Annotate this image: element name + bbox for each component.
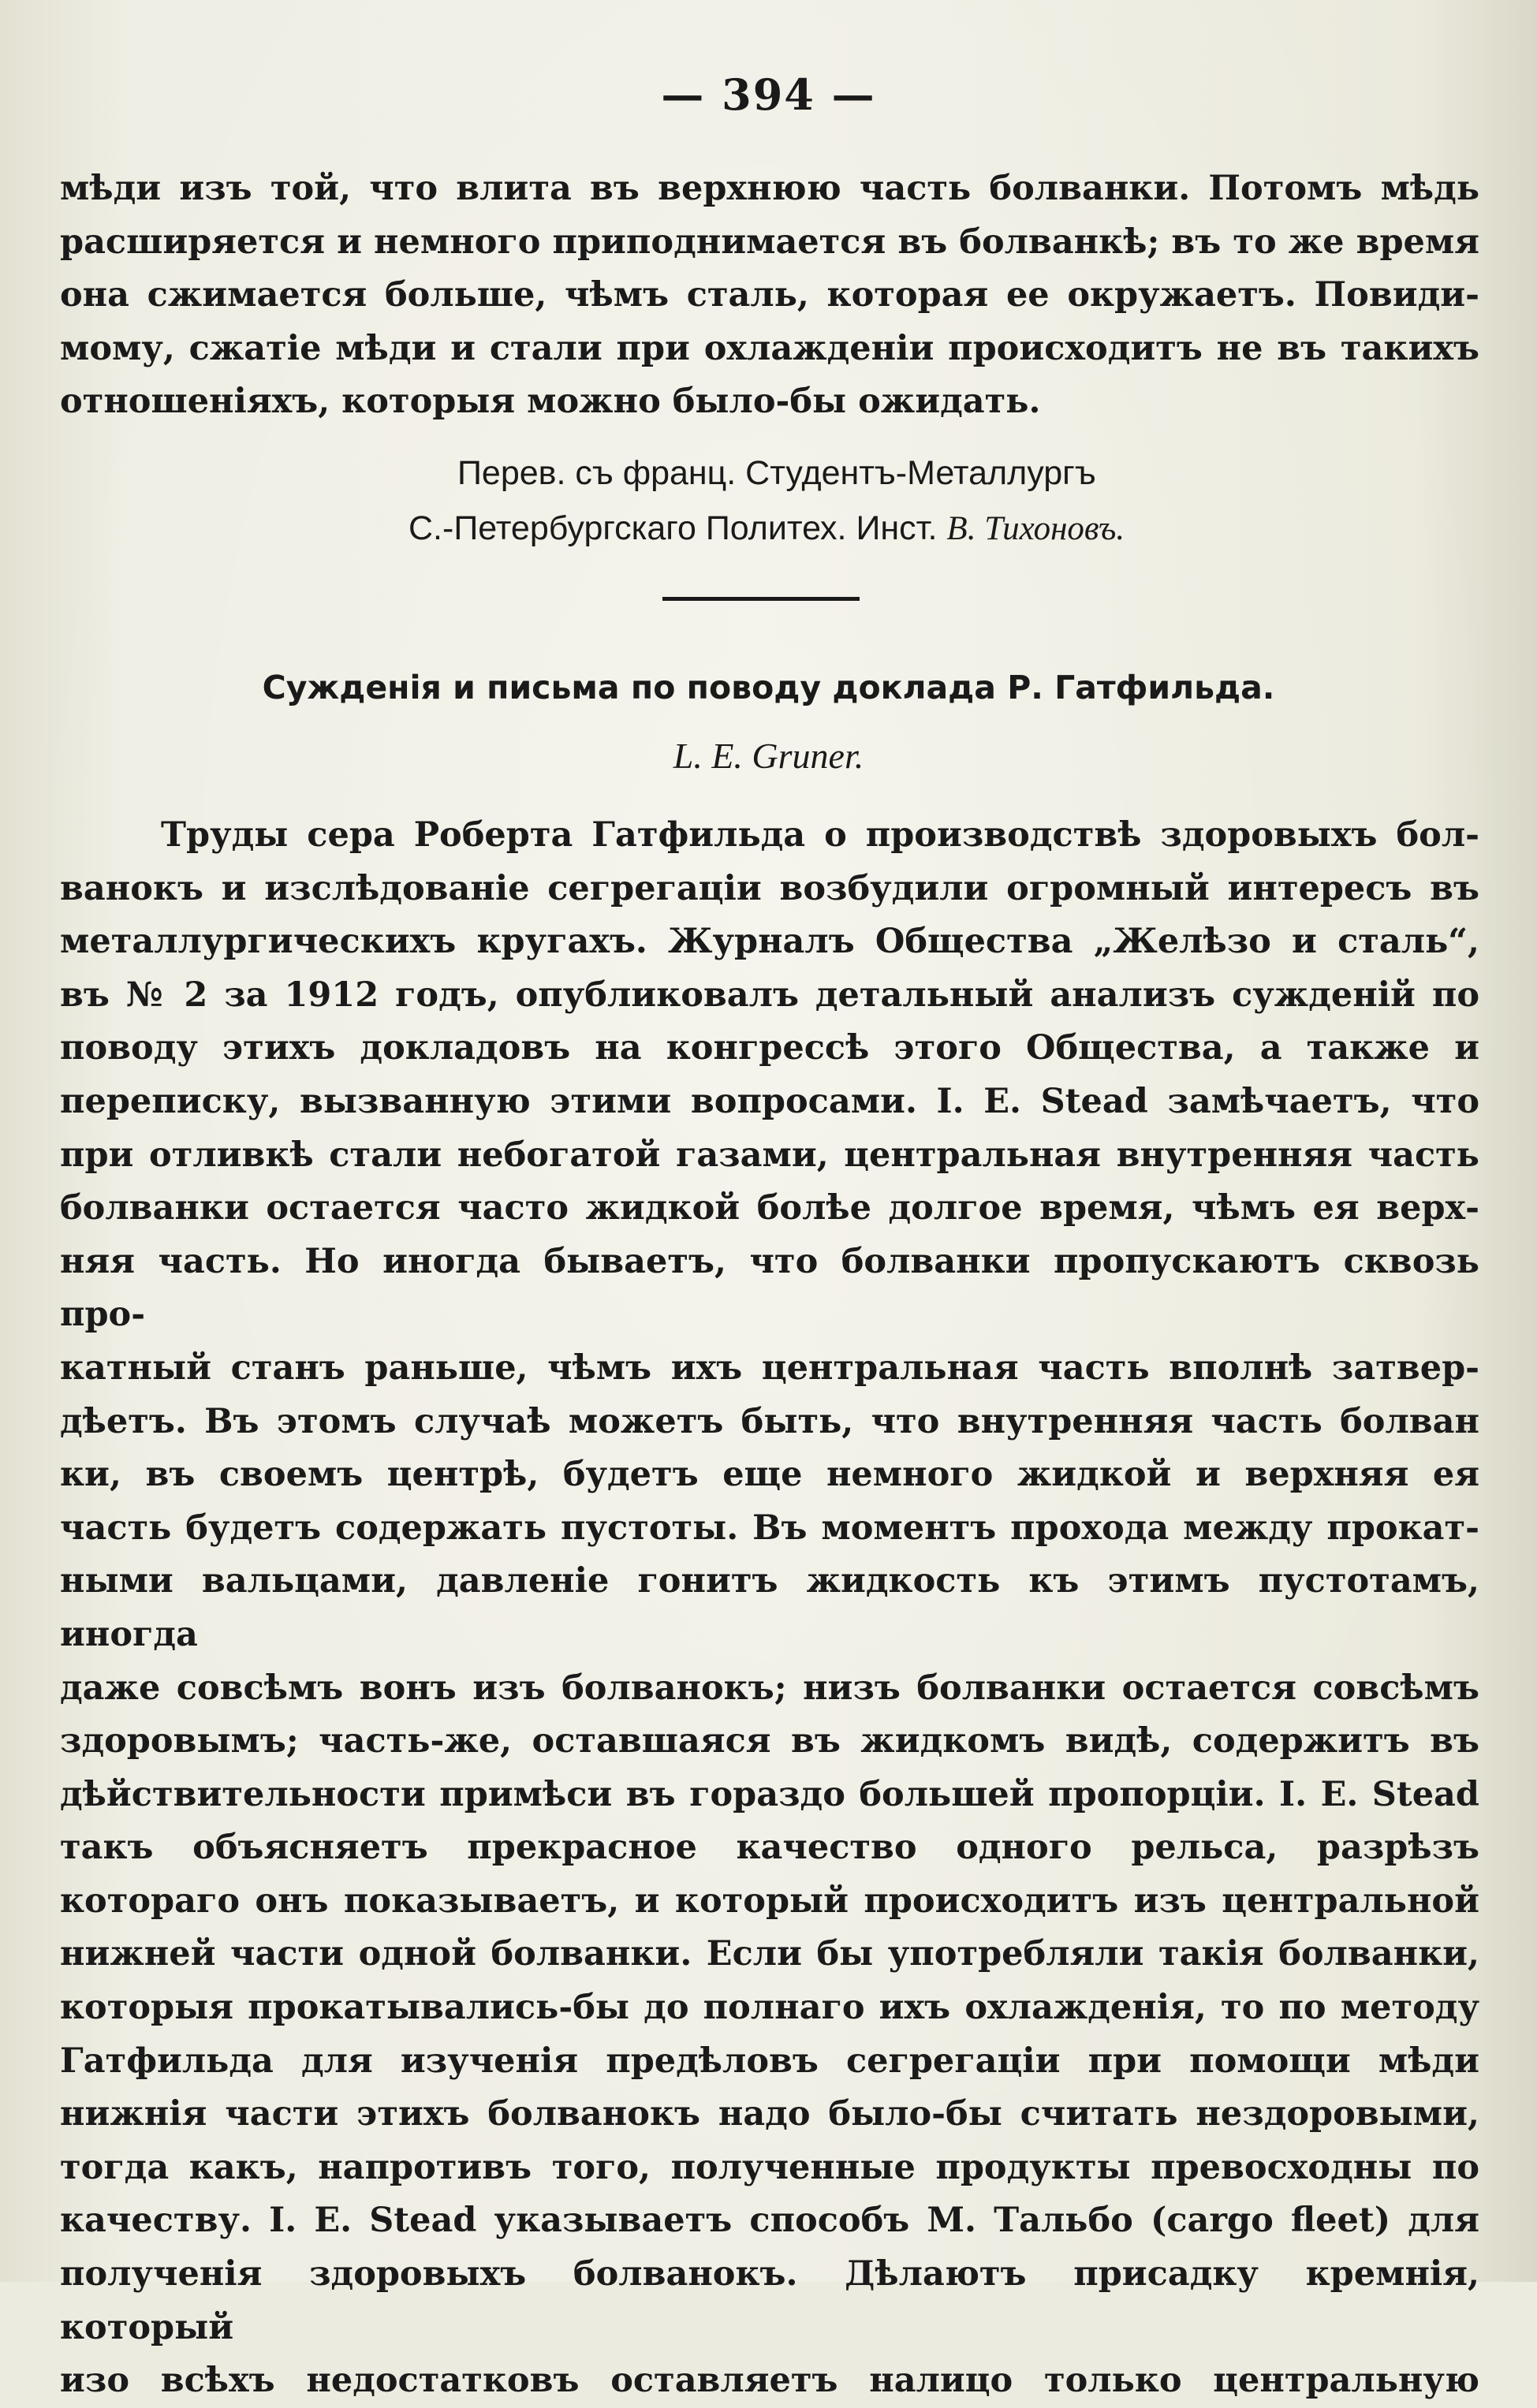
intro-paragraph xyxy=(60,162,1479,429)
text-line: при отливкѣ стали небогатой газами, центральная внутренняя часть xyxy=(60,1135,1479,1175)
text-line: даже совсѣмъ вонъ изъ болванокъ; низъ болванки остается совсѣмъ xyxy=(60,1668,1479,1708)
text-line: изо всѣхъ недостатковъ оставляетъ налицо только центральную xyxy=(60,2361,1479,2401)
text-line: тогда какъ, напротивъ того, полученные продукты превосходны по xyxy=(60,2147,1479,2187)
text-line: расширяется и немного приподнимается въ болванкѣ; въ то же время xyxy=(60,222,1479,262)
section-author: L. E. Gruner. xyxy=(673,736,864,776)
text-line: полученія здоровыхъ болванокъ. Дѣлаютъ присадку кремнія, который xyxy=(60,2254,1479,2347)
text-line: дѣйствительности примѣси въ гораздо большей пропорціи. I. E. Stead xyxy=(60,1774,1479,1814)
text-line: ными вальцами, давленіе гонитъ жидкость къ этимъ пустотамъ, иногда xyxy=(60,1561,1479,1654)
text-line: ки, въ своемъ центрѣ, будетъ еще немного жидкой и верхняя ея xyxy=(60,1455,1479,1495)
text-line: здоровымъ; часть-же, оставшаяся въ жидкомъ видѣ, содержитъ въ xyxy=(60,1721,1479,1761)
text-line: мому, сжатіе мѣди и стали при охлажденіи происходитъ не въ такихъ xyxy=(60,328,1479,368)
text-line: часть будетъ содержать пустоты. Въ моментъ прохода между прокат- xyxy=(60,1508,1479,1548)
translator-name: В. Тихоновъ. xyxy=(946,510,1125,547)
page-number: — 394 — xyxy=(661,69,876,120)
text-line: дѣетъ. Въ этомъ случаѣ можетъ быть, что внутренняя часть болван xyxy=(60,1401,1479,1441)
text-line: Гатфильда для изученія предѣловъ сегрегаціи при помощи мѣди xyxy=(60,2041,1479,2081)
text-line: катный станъ раньше, чѣмъ ихъ центральная часть вполнѣ затвер- xyxy=(60,1348,1479,1388)
text-line: котораго онъ показываетъ, и который происходитъ изъ центральной xyxy=(60,1881,1479,1921)
section-divider xyxy=(662,597,860,601)
body-paragraph xyxy=(60,809,1479,2408)
text-line: такъ объясняетъ прекрасное качество одного рельса, разрѣзъ xyxy=(60,1828,1479,1868)
text-line: которыя прокатывались-бы до полнаго ихъ охлажденія, то по методу xyxy=(60,1988,1479,2028)
translator-institute: С.-Петербургскаго Политех. Инст. xyxy=(408,509,938,547)
translator-line-1: Перев. съ франц. Студентъ-Металлургъ xyxy=(457,454,1096,492)
section-title: Сужденія и письма по поводу доклада Р. Гатфильда. xyxy=(262,669,1275,706)
text-line: качеству. I. E. Stead указываетъ способъ М. Тальбо (cargo fleet) для xyxy=(60,2201,1479,2241)
text-line: мѣди изъ той, что влита въ верхнюю часть болванки. Потомъ мѣдь xyxy=(60,169,1479,208)
text-line: поводу этихъ докладовъ на конгрессѣ этого Общества, а также и xyxy=(60,1028,1479,1068)
text-line: переписку, вызванную этими вопросами. I. E. Stead замѣчаетъ, что xyxy=(60,1081,1479,1121)
translator-line-2 xyxy=(408,501,1125,556)
text-line: няя часть. Но иногда бываетъ, что болванки пропускаютъ сквозь про- xyxy=(60,1241,1479,1335)
text-line: отношеніяхъ, которыя можно было-бы ожидать. xyxy=(60,382,1041,422)
text-line: она сжимается больше, чѣмъ сталь, которая ее окружаетъ. Повиди- xyxy=(60,275,1479,315)
text-line: нижней части одной болванки. Если бы употребляли такія болванки, xyxy=(60,1934,1479,1974)
text-line: нижнія части этихъ болванокъ надо было-бы считать нездоровыми, xyxy=(60,2094,1479,2134)
text-line: металлургическихъ кругахъ. Журналъ Общества „Желѣзо и сталь“, xyxy=(60,922,1479,962)
text-line: болванки остается часто жидкой болѣе долгое время, чѣмъ ея верх- xyxy=(60,1188,1479,1228)
text-line: въ № 2 за 1912 годъ, опубликовалъ детальный анализъ сужденій по xyxy=(60,975,1479,1015)
text-line: ванокъ и изслѣдованіе сегрегаціи возбудили огромный интересъ въ xyxy=(60,868,1479,908)
text-line: Труды сера Роберта Гатфильда о производствѣ здоровыхъ бол- xyxy=(161,815,1479,855)
